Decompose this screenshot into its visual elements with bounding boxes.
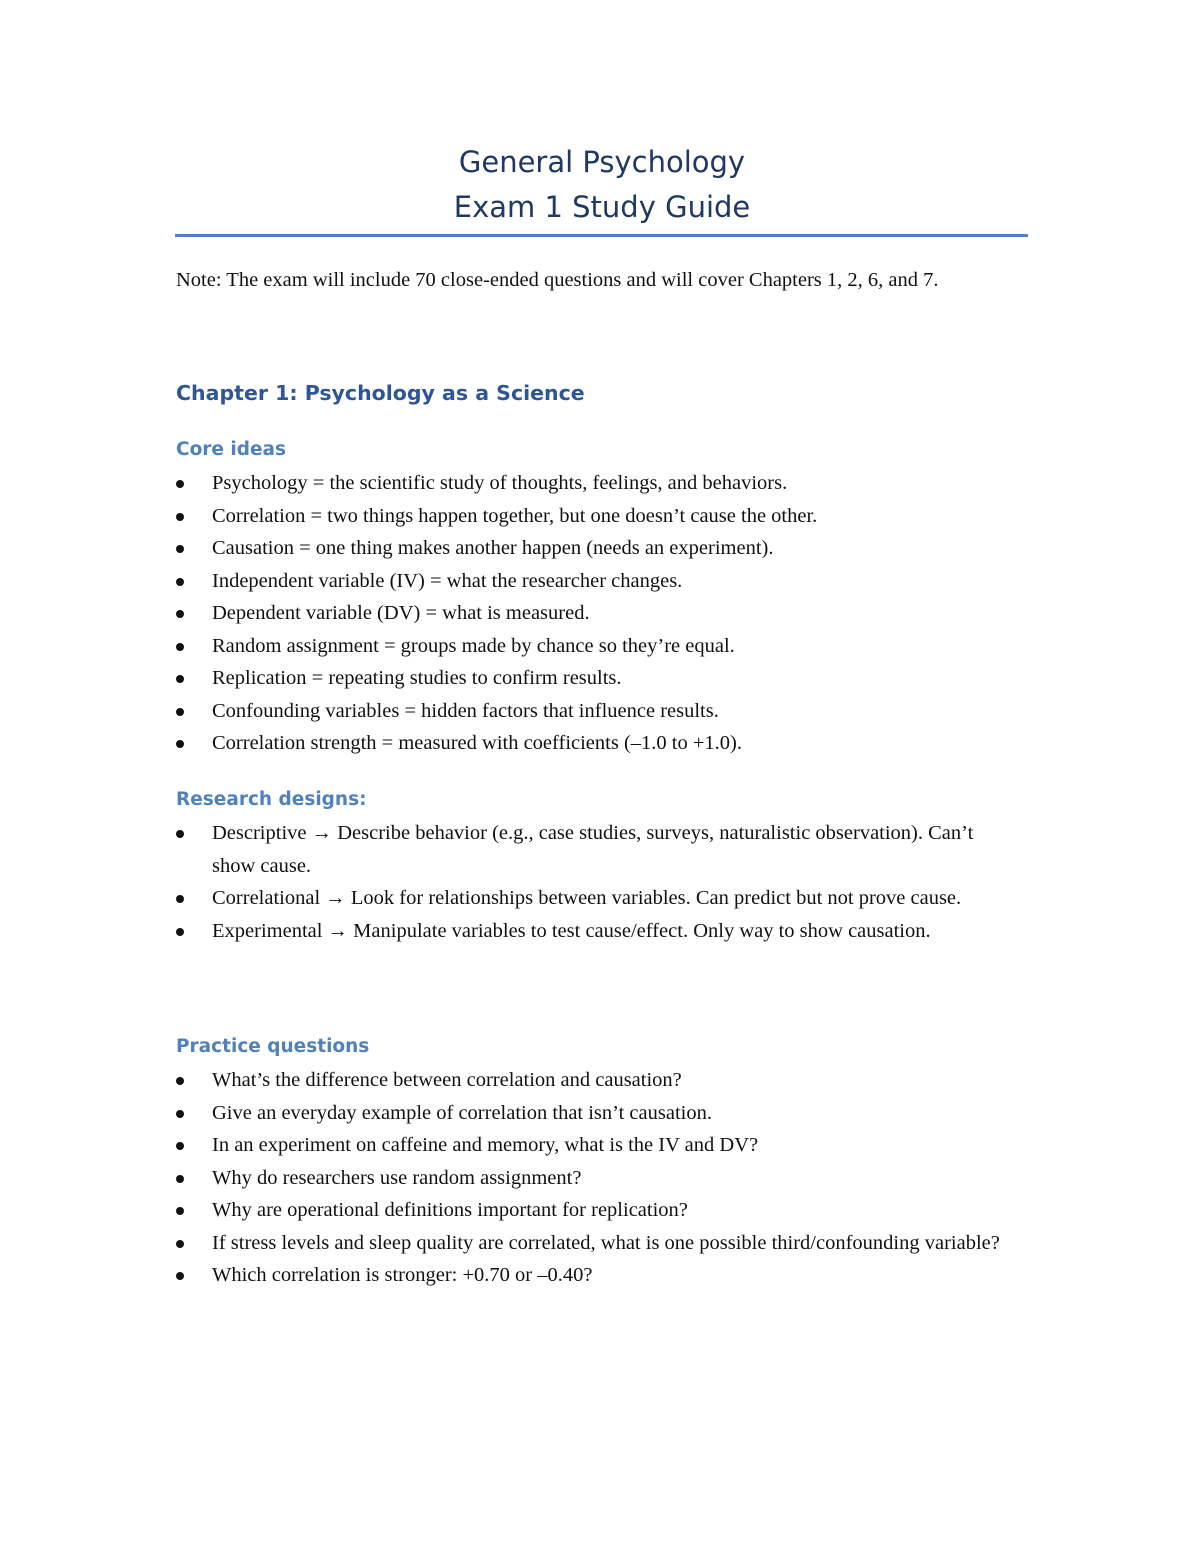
core-ideas-section [176,436,1016,760]
list-item [176,1129,1016,1162]
list-item-text: Independent variable (IV) = what the researcher changes. [212,569,683,592]
document-title [176,140,1028,230]
list-item-text: Dependent variable (DV) = what is measured. [212,602,590,624]
bullet-icon [176,1240,184,1248]
list-item [176,532,1016,565]
practice-questions-heading: Practice questions [176,1036,370,1057]
bullet-icon [176,1142,184,1150]
list-item [176,817,1016,882]
list-item [176,1097,1016,1130]
list-item-text: Which correlation is stronger: +0.70 or –0.40? [212,1264,593,1286]
list-item-text: Replication = repeating studies to confirm results. [212,667,622,689]
practice-questions-section [176,1033,1016,1292]
list-item-text: Correlation = two things happen together, but one doesn’t cause the other. [212,504,818,527]
bullet-icon [176,740,184,748]
list-item-text: Experimental → Manipulate variables to test cause/effect. Only way to show causation. [212,919,931,942]
bullet-icon [176,1175,184,1183]
list-item [176,1227,1016,1260]
list-item-text: In an experiment on caffeine and memory, what is the IV and DV? [212,1134,759,1156]
list-item-text: Random assignment = groups made by chance so they’re equal. [212,634,735,657]
practice-questions-list [176,1064,1016,1292]
list-item-text: Correlational → Look for relationships between variables. Can predict but not prove cause. [212,887,962,909]
bullet-icon [176,610,184,618]
exam-note: Note: The exam will include 70 close-ended questions and will cover Chapters 1, 2, 6, and 7. [176,269,939,291]
research-designs-section [176,786,1016,947]
list-item-text: If stress levels and sleep quality are correlated, what is one possible third/confounding variable? [212,1231,1000,1254]
list-item [176,1162,1016,1195]
core-ideas-list [176,467,1016,760]
list-item [176,1259,1016,1292]
list-item-text: Descriptive → Describe behavior (e.g., case studies, surveys, naturalistic observation). Can’t show cause. [212,822,974,877]
document-body [176,264,1016,1286]
list-item [176,882,1016,915]
core-ideas-heading: Core ideas [176,439,287,460]
list-item-text: Psychology = the scientific study of thoughts, feelings, and behaviors. [212,472,788,494]
bullet-icon [176,545,184,553]
title-line-1: General Psychology [458,145,746,179]
bullet-icon [176,513,184,521]
list-item-text: Confounding variables = hidden factors that influence results. [212,699,719,722]
bullet-icon [176,1272,184,1280]
bullet-icon [176,928,184,936]
list-item [176,467,1016,500]
bullet-icon [176,643,184,651]
list-item-text: Why do researchers use random assignment? [212,1166,582,1189]
bullet-icon [176,895,184,903]
chapter-1-heading: Chapter 1: Psychology as a Science [176,381,585,405]
list-item-text: Give an everyday example of correlation that isn’t causation. [212,1101,712,1124]
bullet-icon [176,578,184,586]
list-item-text: Causation = one thing makes another happen (needs an experiment). [212,537,774,559]
bullet-icon [176,1077,184,1085]
bullet-icon [176,675,184,683]
list-item-text: Why are operational definitions important for replication? [212,1199,688,1221]
list-item [176,630,1016,663]
research-designs-heading: Research designs: [176,789,367,810]
list-item-text: What’s the difference between correlation and causation? [212,1069,682,1091]
title-line-2: Exam 1 Study Guide [453,190,751,224]
list-item [176,565,1016,598]
bullet-icon [176,1110,184,1118]
list-item [176,1194,1016,1227]
bullet-icon [176,480,184,488]
list-item [176,695,1016,728]
list-item-text: Correlation strength = measured with coefficients (–1.0 to +1.0). [212,732,742,754]
list-item [176,662,1016,695]
title-divider [175,234,1028,237]
list-item [176,1064,1016,1097]
list-item [176,727,1016,760]
research-designs-list [176,817,1016,947]
bullet-icon [176,1207,184,1215]
list-item [176,500,1016,533]
bullet-icon [176,708,184,716]
list-item [176,915,1016,948]
bullet-icon [176,830,184,838]
list-item [176,597,1016,630]
